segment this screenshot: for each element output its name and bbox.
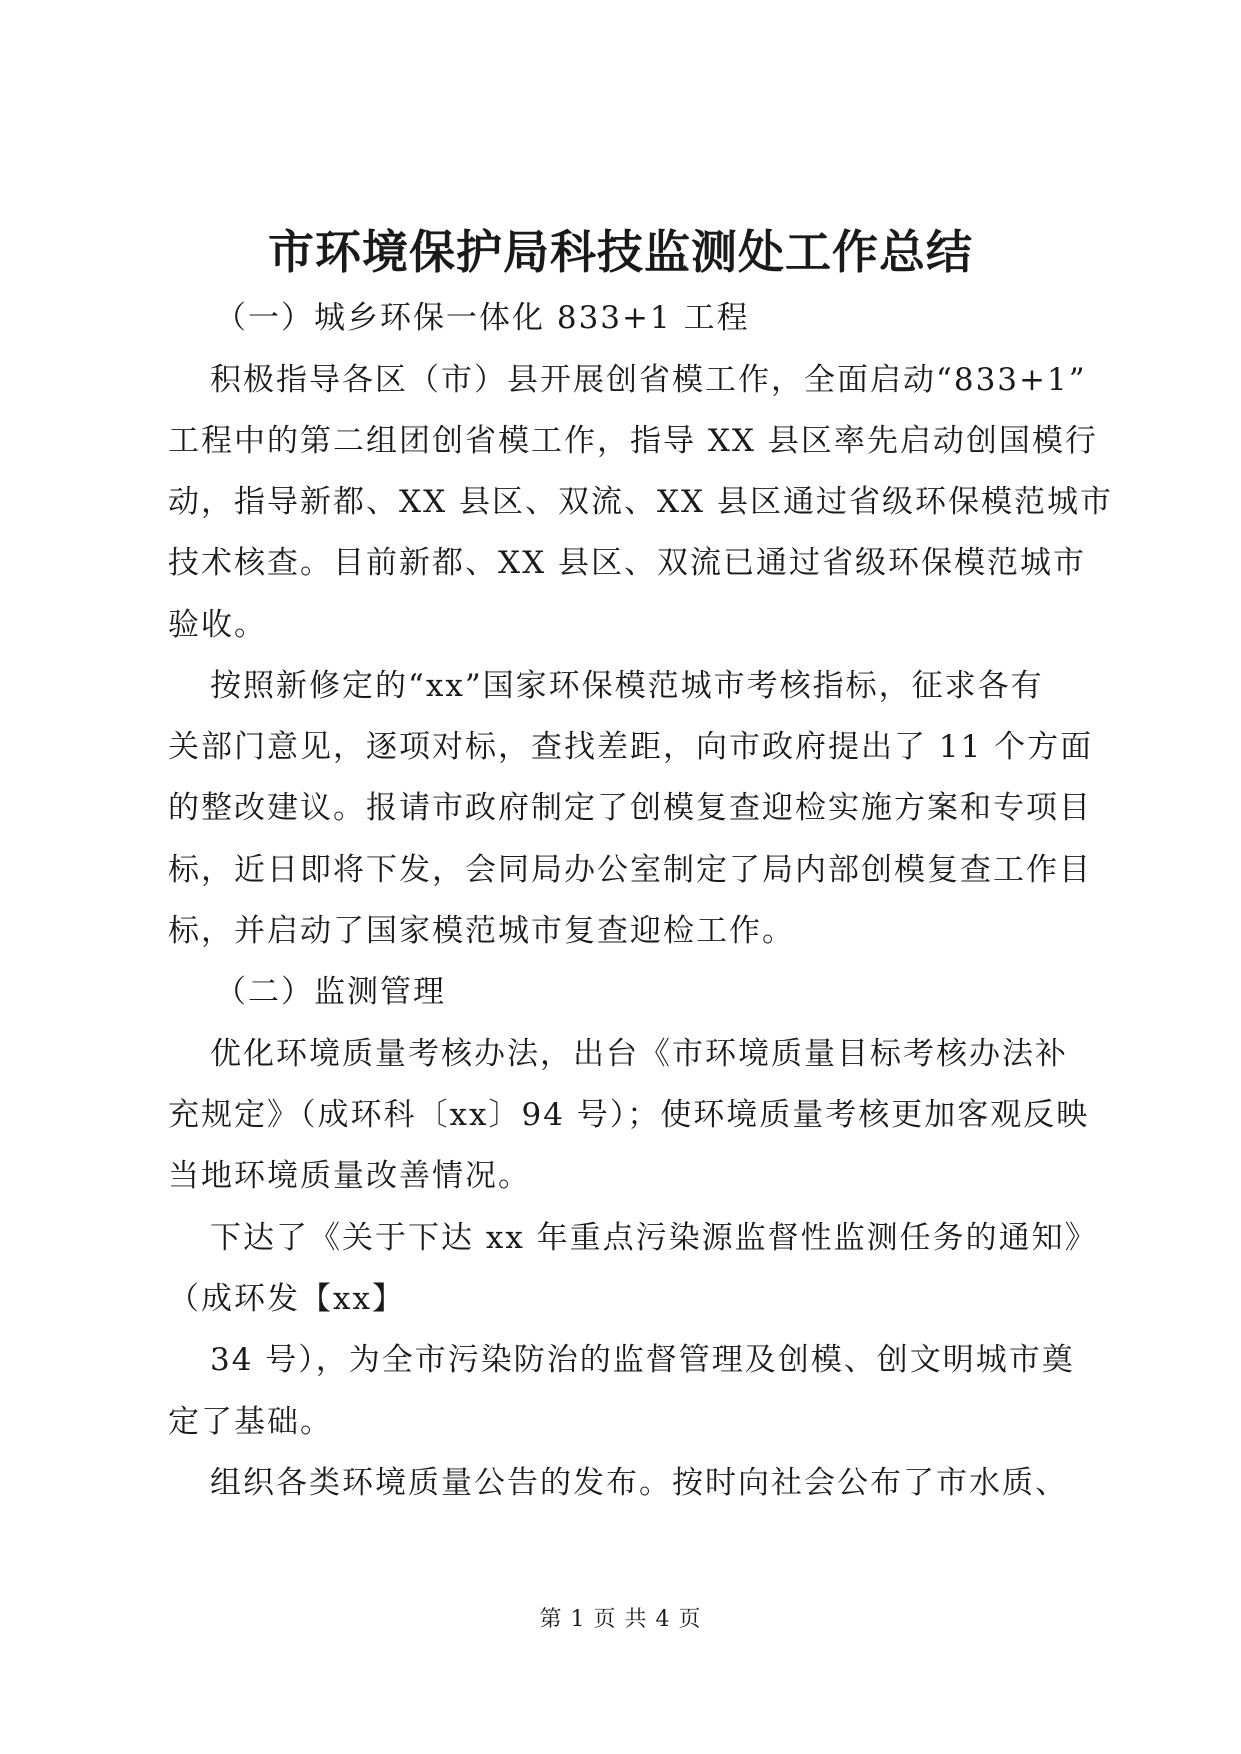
paragraph-line: 验收。 bbox=[168, 607, 267, 643]
paragraph-line: 34 号），为全市污染防治的监督管理及创模、创文明城市奠 bbox=[210, 1342, 1075, 1378]
page-footer: 第 1 页 共 4 页 bbox=[539, 1607, 702, 1632]
paragraph-line: 充规定》（成环科〔xx〕94 号）；使环境质量考核更加客观反映 bbox=[168, 1097, 1090, 1133]
paragraph-line: 的整改建议。报请市政府制定了创模复查迎检实施方案和专项目 bbox=[168, 790, 1092, 826]
paragraph-line: 标，近日即将下发，会同局办公室制定了局内部创模复查工作目 bbox=[168, 852, 1092, 888]
paragraph-line: 工程中的第二组团创省模工作，指导 XX 县区率先启动创国模行 bbox=[168, 423, 1098, 459]
paragraph-line: 技术核查。目前新都、XX 县区、双流已通过省级环保模范城市 bbox=[168, 545, 1086, 581]
paragraph-line: 定了基础。 bbox=[168, 1404, 333, 1440]
paragraph-line: 动，指导新都、XX 县区、双流、XX 县区通过省级环保模范城市 bbox=[168, 484, 1113, 520]
document-title: 市环境保护局科技监测处工作总结 bbox=[268, 225, 973, 279]
paragraph-line: 积极指导各区（市）县开展创省模工作，全面启动“833+1” bbox=[210, 362, 1087, 398]
paragraph-line: 标，并启动了国家模范城市复查迎检工作。 bbox=[168, 913, 795, 949]
paragraph-line: 下达了《关于下达 xx 年重点污染源监督性监测任务的通知》 bbox=[210, 1220, 1098, 1256]
paragraph-line: （成环发【xx】 bbox=[168, 1281, 405, 1317]
paragraph-line: 组织各类环境质量公告的发布。按时向社会公布了市水质、 bbox=[210, 1465, 1068, 1501]
paragraph-line: 当地环境质量改善情况。 bbox=[168, 1158, 531, 1194]
section-heading-1: （一）城乡环保一体化 833+1 工程 bbox=[215, 300, 750, 336]
paragraph-line: 关部门意见，逐项对标，查找差距，向市政府提出了 11 个方面 bbox=[168, 729, 1094, 765]
section-heading-2: （二）监测管理 bbox=[215, 974, 446, 1010]
paragraph-line: 按照新修定的“xx”国家环保模范城市考核指标，征求各有 bbox=[210, 668, 1044, 704]
paragraph-line: 优化环境质量考核办法，出台《市环境质量目标考核办法补 bbox=[210, 1036, 1068, 1072]
